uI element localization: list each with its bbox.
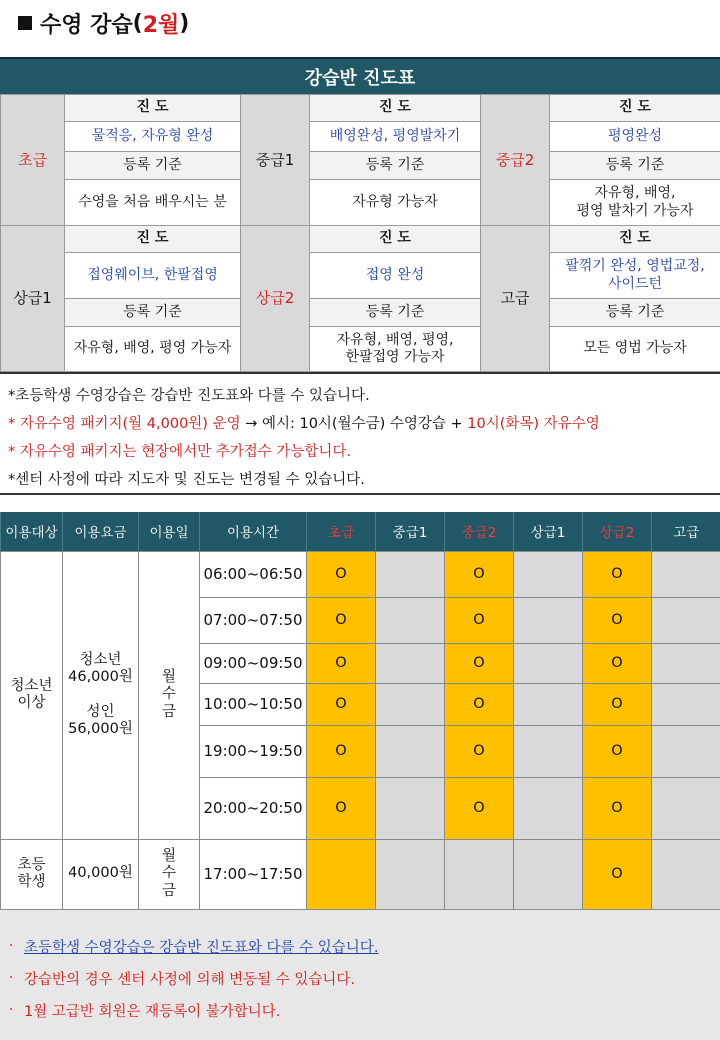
time-cell: 09:00~09:50 (200, 643, 307, 683)
level-criteria: 자유형 가능자 (310, 180, 481, 226)
footer-line (4, 930, 720, 962)
level-criteria: 자유형, 배영, 평영 가능자 (65, 327, 241, 372)
closed-cell (514, 551, 583, 597)
closed-cell (514, 725, 583, 777)
col-header: 중급1 (376, 512, 445, 551)
open-mark: O (445, 551, 514, 597)
open-mark: O (307, 551, 376, 597)
col-header: 상급1 (514, 512, 583, 551)
level-progress: 접영웨이브, 한팔접영 (65, 253, 241, 299)
time-cell: 20:00~20:50 (200, 777, 307, 839)
open-mark: O (445, 597, 514, 643)
open-mark: O (445, 643, 514, 683)
level-criteria: 자유형, 배영, 평영, 한팔접영 가능자 (310, 327, 481, 372)
footer-line (4, 994, 720, 1026)
title-paren-close: ) (179, 10, 190, 36)
bullet-dot-icon: · (8, 970, 14, 986)
open-mark: O (583, 597, 652, 643)
col-header: 고급 (652, 512, 720, 551)
closed-cell (376, 777, 445, 839)
open-mark: O (307, 643, 376, 683)
col-header: 상급2 (583, 512, 652, 551)
footer-notes (0, 910, 720, 1040)
footer-text: 강습반의 경우 센터 사정에 의해 변동될 수 있습니다. (24, 971, 356, 988)
closed-cell (514, 839, 583, 909)
closed-cell (376, 839, 445, 909)
closed-cell (514, 597, 583, 643)
level-progress: 물적응, 자유형 완성 (65, 122, 241, 152)
bullet-dot-icon: · (8, 938, 14, 954)
closed-cell (652, 839, 720, 909)
level-advanced1: 상급1 (1, 226, 65, 372)
level-advanced2: 상급2 (241, 226, 310, 372)
closed-cell (514, 683, 583, 725)
target-cell: 청소년 이상 (1, 551, 63, 839)
closed-cell (376, 551, 445, 597)
open-mark: O (583, 839, 652, 909)
open-mark: O (583, 683, 652, 725)
progress-label: 진 도 (65, 95, 241, 122)
time-cell: 17:00~17:50 (200, 839, 307, 909)
note-text: 10시(화목) 자유수영 (467, 415, 600, 432)
title-paren-open: ( (132, 10, 143, 36)
closed-cell (652, 551, 720, 597)
criteria-label: 등록 기준 (65, 299, 241, 327)
open-cell (307, 839, 376, 909)
criteria-label: 등록 기준 (310, 299, 481, 327)
progress-table (0, 94, 720, 372)
notes-box (0, 372, 720, 495)
closed-cell (514, 643, 583, 683)
progress-table-header: 강습반 진도표 (0, 57, 720, 94)
note-text: * 자유수영 패키지(월 4,000원) 운영 (8, 415, 241, 432)
fee-cell: 40,000원 (63, 839, 139, 909)
open-mark: O (583, 551, 652, 597)
level-intermediate1: 중급1 (241, 95, 310, 226)
open-mark: O (445, 777, 514, 839)
level-criteria: 자유형, 배영, 평영 발차기 가능자 (550, 180, 720, 226)
level-intermediate2: 중급2 (481, 95, 550, 226)
progress-label: 진 도 (550, 226, 720, 253)
level-criteria: 수영을 처음 배우시는 분 (65, 180, 241, 226)
time-cell: 10:00~10:50 (200, 683, 307, 725)
bullet-dot-icon: · (8, 1002, 14, 1018)
target-cell: 초등 학생 (1, 839, 63, 909)
progress-label: 진 도 (310, 95, 481, 122)
note-line (8, 380, 720, 408)
criteria-label: 등록 기준 (65, 152, 241, 180)
open-mark: O (583, 643, 652, 683)
closed-cell (514, 777, 583, 839)
time-cell: 06:00~06:50 (200, 551, 307, 597)
col-header: 이용대상 (1, 512, 63, 551)
note-line (8, 408, 720, 436)
open-mark: O (583, 725, 652, 777)
note-text: → 예시: 10시(월수금) 수영강습 + (245, 415, 463, 432)
closed-cell (445, 839, 514, 909)
level-progress: 평영완성 (550, 122, 720, 152)
level-progress: 배영완성, 평영발차기 (310, 122, 481, 152)
col-header: 이용요금 (63, 512, 139, 551)
open-mark: O (583, 777, 652, 839)
col-header: 중급2 (445, 512, 514, 551)
progress-label: 진 도 (310, 226, 481, 253)
title-main: 수영 강습 (40, 12, 133, 38)
closed-cell (652, 683, 720, 725)
closed-cell (376, 597, 445, 643)
time-cell: 07:00~07:50 (200, 597, 307, 643)
closed-cell (652, 725, 720, 777)
level-criteria: 모든 영법 가능자 (550, 327, 720, 372)
open-mark: O (445, 683, 514, 725)
footer-text: 초등학생 수영강습은 강습반 진도표와 다를 수 있습니다. (24, 939, 379, 956)
open-mark: O (307, 597, 376, 643)
criteria-label: 등록 기준 (310, 152, 481, 180)
open-mark: O (307, 725, 376, 777)
closed-cell (376, 725, 445, 777)
note-text: * 자유수영 패키지는 현장에서만 추가접수 가능합니다. (8, 443, 352, 460)
time-cell: 19:00~19:50 (200, 725, 307, 777)
title-month: 2월 (142, 12, 180, 38)
square-bullet-icon (18, 16, 32, 30)
col-header: 이용시간 (200, 512, 307, 551)
criteria-label: 등록 기준 (550, 299, 720, 327)
progress-label: 진 도 (65, 226, 241, 253)
fee-cell: 청소년 46,000원 성인 56,000원 (63, 551, 139, 839)
footer-text: 1월 고급반 회원은 재등록이 불가합니다. (24, 1003, 281, 1020)
closed-cell (652, 643, 720, 683)
col-header: 이용일 (139, 512, 200, 551)
level-progress: 접영 완성 (310, 253, 481, 299)
footer-line (4, 962, 720, 994)
days-cell: 월 수 금 (139, 839, 200, 909)
level-progress: 팔꺾기 완성, 영법교정, 사이드턴 (550, 253, 720, 299)
open-mark: O (445, 725, 514, 777)
progress-label: 진 도 (550, 95, 720, 122)
page-title (18, 6, 189, 40)
days-cell: 월 수 금 (139, 551, 200, 839)
note-text: *초등학생 수영강습은 강습반 진도표와 다를 수 있습니다. (8, 387, 370, 404)
level-beginner: 초급 (1, 95, 65, 226)
note-text: *센터 사정에 따라 지도자 및 진도는 변경될 수 있습니다. (8, 471, 365, 488)
closed-cell (652, 777, 720, 839)
level-expert: 고급 (481, 226, 550, 372)
criteria-label: 등록 기준 (550, 152, 720, 180)
schedule-table (0, 512, 720, 910)
col-header: 초급 (307, 512, 376, 551)
note-line (8, 436, 720, 464)
note-line (8, 464, 720, 492)
open-mark: O (307, 777, 376, 839)
closed-cell (376, 683, 445, 725)
closed-cell (652, 597, 720, 643)
open-mark: O (307, 683, 376, 725)
closed-cell (376, 643, 445, 683)
